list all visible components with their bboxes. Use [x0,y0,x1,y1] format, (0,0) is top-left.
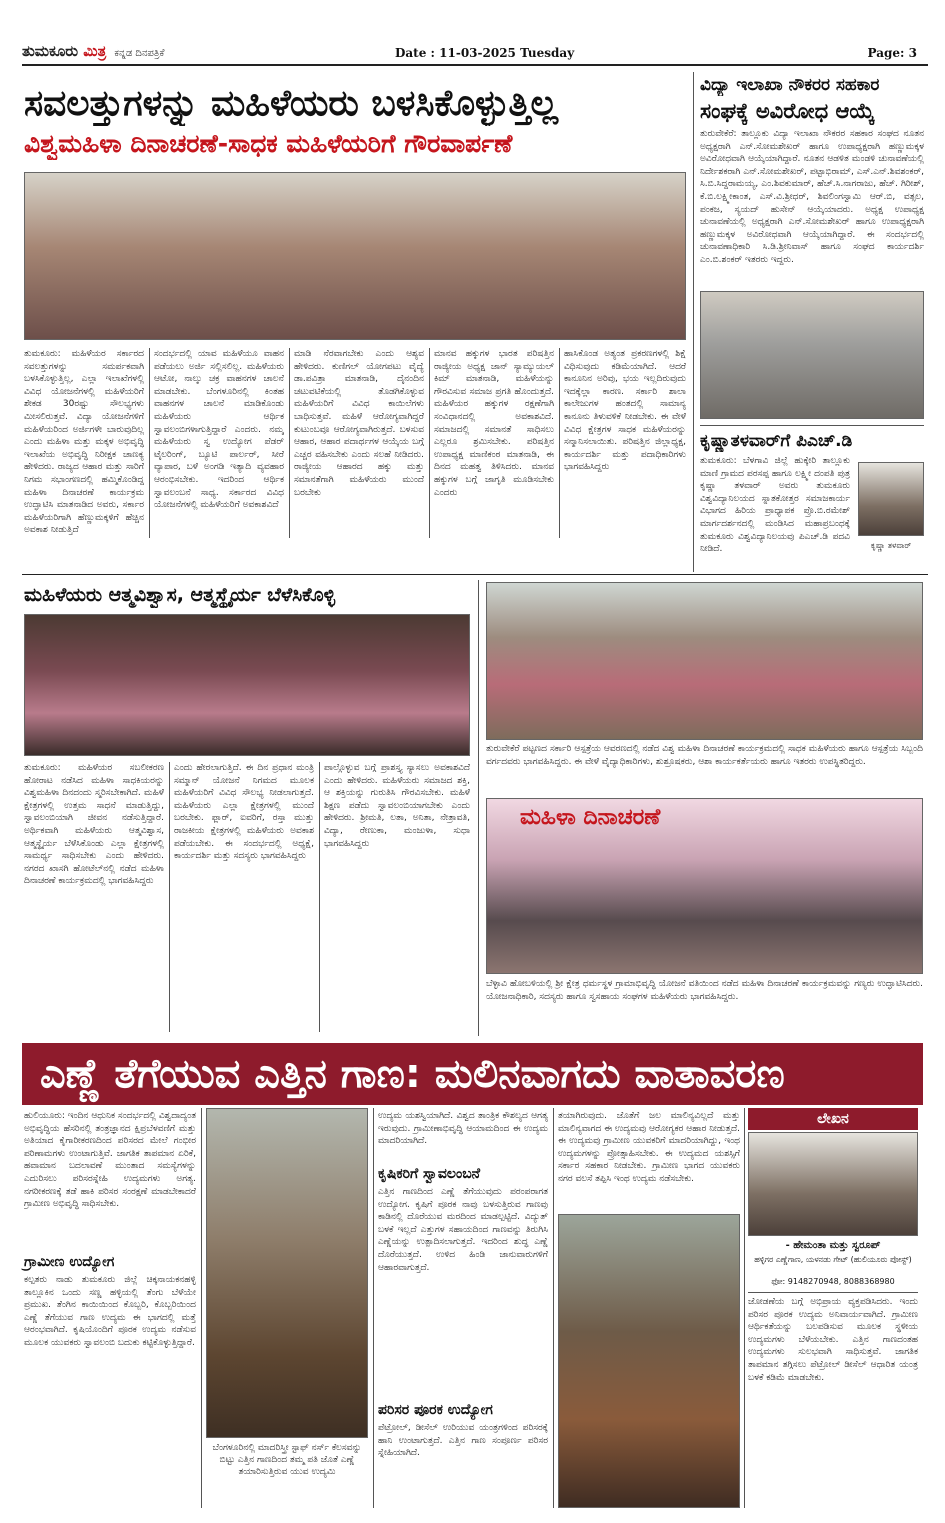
group-photo-caption: ತುರುವೇಕೆರೆ ಪಟ್ಟಣದ ಸರ್ಕಾರಿ ಆಸ್ಪತ್ರೆಯ ಆವರಣದಲ್ಲಿ ನಡೆದ ವಿಶ್ವ ಮಹಿಳಾ ದಿನಾಚರಣೆ ಕಾರ್ಯಕ್ರಮದಲ್ಲಿ ಸಾಧಕ ಮಹಿಳೆಯರು ಹಾಗೂ ಆಸ್ಪತ್ರೆಯ ಸಿಬ್ಬಂದಿ ವರ್ಗದವರು ಭಾಗವಹಿಸಿದ್ದರು. ಈ ವೇಳೆ ವೈದ್ಯಾಧಿಕಾರಿಗಳು, ಶುಶ್ರೂಷಕರು, ಆಶಾ ಕಾರ್ಯಕರ್ತೆಯರು ಹಾಗೂ ಇತರರು ಉಪಸ್ಥಿತರಿದ್ದರು. [486,744,923,767]
lead-column-4: ಮಾನವ ಹಕ್ಕುಗಳ ಭಾರತ ಪರಿಷತ್ತಿನ ರಾಜ್ಯೀಯ ಅಧ್ಯಕ್ಷ ಜಾನ್ ಸ್ಯಾಮ್ಯುಯಲ್ ಕಿಮ್ ಮಾತನಾಡಿ, ಮಹಿಳೆಯನ್ನು ಗೌರವಿಸುವ ಸಮಾಜ ಪ್ರಗತಿ ಹೊಂದುತ್ತದೆ. ಮಹಿಳೆಯರ ಹಕ್ಕುಗಳ ರಕ್ಷಣೆಗಾಗಿ ಸಂವಿಧಾನದಲ್ಲಿ ಅವಕಾಶವಿದೆ. ಸಮಾಜದಲ್ಲಿ ಸಮಾನತೆ ಸಾಧಿಸಲು ಎಲ್ಲರೂ ಶ್ರಮಿಸಬೇಕು. ಪರಿಷತ್ತಿನ ಉಪಾಧ್ಯಕ್ಷ ಮಾಣಿಕಂಠ ಮಾತನಾಡಿ, ಈ ದಿನದ ಮಹತ್ವ ತಿಳಿಸಿದರು. ಮಾನವ ಹಕ್ಕುಗಳ ಬಗ್ಗೆ ಜಾಗೃತಿ ಮೂಡಿಸಬೇಕು ಎಂದರು [434,349,554,498]
ganna-subhead-1: ಗ್ರಾಮೀಣ ಉದ್ಯೋಗ [24,1254,115,1270]
group-photo [486,582,923,740]
lead-column-1: ತುಮಕೂರು: ಮಹಿಳೆಯರ ಸರ್ಕಾರದ ಸವಲತ್ತುಗಳನ್ನು ಸಮರ್ಪಕವಾಗಿ ಬಳಸಿಕೊಳ್ಳುತ್ತಿಲ್ಲ, ಎಲ್ಲಾ ಇಲಾಖೆಗಳಲ್ಲಿ ವಿವಿಧ ಯೋಜನೆಗಳಲ್ಲಿ ಮಹಿಳೆಯರಿಗೆ ಶೇಕಡ 30ರಷ್ಟು ಸೌಲಭ್ಯಗಳು ಮೀಸಲಿರುತ್ತವೆ. ವಿದ್ಯಾ ಯೋಜನೆಗಳಿಗೆ ಮಹಿಳೆಯರಿಂದ ಅರ್ಜಿಗಳೇ ಬಾರುವುದಿಲ್ಲ ಎಂದು ಮಹಿಳಾ ಮತ್ತು ಮಕ್ಕಳ ಅಭಿವೃದ್ಧಿ ಇಲಾಖೆಯ ಅಭಿವೃದ್ಧಿ ನಿರೀಕ್ಷಕ ಚಾಣಕ್ಯ ಹೇಳಿದರು. ರಾಜ್ಯದ ಆಹಾರ ಮತ್ತು ಸಾರಿಗೆ ನಿಗಮ ಸಭಾಂಗಣದಲ್ಲಿ ಹಮ್ಮಿಕೊಂಡಿದ್ದ ಮಹಿಳಾ ದಿನಾಚರಣೆ ಕಾರ್ಯಕ್ರಮ ಉದ್ಘಾಟಿಸಿ ಮಾತನಾಡಿದ ಅವರು, ಸರ್ಕಾರ ಮಹಿಳೆಯರಿಗಾಗಿ ಹೆಣ್ಣುಮಕ್ಕಳಿಗೆ ಹೆಚ್ಚಿನ ಅವಕಾಶ ನೀಡುತ್ತಿದೆ [24,349,144,536]
column-divider [559,348,560,538]
masthead [22,42,164,60]
phd-headline: ಕೃಷ್ಣಾತಳವಾರ್‌ಗೆ ಪಿಎಚ್.ಡಿ [700,431,853,451]
section-divider [478,580,479,1036]
column-divider [289,348,290,538]
masthead-subtitle: ಕನ್ನಡ ದಿನಪತ್ರಿಕೆ [114,48,165,59]
mahila-photo-caption: ಬೆಳ್ಳಾವಿ ಹೋಬಳಿಯಲ್ಲಿ ಶ್ರೀ ಕ್ಷೇತ್ರ ಧರ್ಮಸ್ಥಳ ಗ್ರಾಮಾಭಿವೃದ್ಧಿ ಯೋಜನೆ ವತಿಯಿಂದ ನಡೆದ ಮಹಿಳಾ ದಿನಾಚರಣೆ ಕಾರ್ಯಕ್ರಮವನ್ನು ಗಣ್ಯರು ಉದ್ಘಾಟಿಸಿದರು. ಯೋಜನಾಧಿಕಾರಿ, ಸದಸ್ಯರು ಹಾಗೂ ಸ್ವಸಹಾಯ ಸಂಘಗಳ ಮಹಿಳೆಯರು ಭಾಗವಹಿಸಿದ್ದರು. [486,979,923,1002]
author-address: ಹಳ್ಳಿಗರ ಎಣ್ಣೆಗಾಣ, ಯಳನಡು ಗೇಟ್ (ಹುಲಿಯೂರು ಪೋಸ್ಟ್) [754,1255,912,1264]
ganna-photo-2 [558,1214,740,1508]
confidence-column-2: ಎಂದು ಹೇರಲಾಗುತ್ತಿದೆ. ಈ ದಿನ ಪ್ರಧಾನ ಮಂತ್ರಿ ಸಮ್ಮಾನ್ ಯೋಜನೆ ನಿಗಮದ ಮೂಲಕ ಮಹಿಳೆಯರಿಗೆ ವಿವಿಧ ಸೌಲಭ್ಯ ನೀಡಲಾಗುತ್ತದೆ. ಮಹಿಳೆಯರು ಎಲ್ಲಾ ಕ್ಷೇತ್ರಗಳಲ್ಲಿ ಮುಂದೆ ಬರಬೇಕು. ಫ್ಲಾರ್, ಐವರಿಗೆ, ರಸ್ತಾ ಮುತ್ತು ರಾಜಕೀಯ ಕ್ಷೇತ್ರಗಳಲ್ಲಿ ಮಹಿಳೆಯರು ಅವಕಾಶ ಪಡೆಯಬೇಕು. ಈ ಸಂದರ್ಭದಲ್ಲಿ ಅಧ್ಯಕ್ಷೆ, ಕಾರ್ಯದರ್ಶಿ ಮತ್ತು ಸದಸ್ಯರು ಭಾಗವಹಿಸಿದ್ದರು [174,763,314,862]
column-divider [201,1108,202,1508]
page-number: Page: 3 [867,46,917,60]
lekhana-label: ಲೇಖನ [748,1108,918,1130]
lead-column-2: ಸಂದರ್ಭದಲ್ಲಿ ಯಾವ ಮಹಿಳೆಯೂ ವಾಹನ ಪಡೆಯಲು ಅರ್ಜಿ ಸಲ್ಲಿಸಲಿಲ್ಲ. ಮಹಿಳೆಯರು ಆಟೋ, ನಾಲ್ಕು ಚಕ್ರ ವಾಹನಗಳ ಚಾಲನೆ ಮಾಡಬೇಕು. ಬೆಂಗಳೂರಿನಲ್ಲಿ ಕಿಂತಹ ವಾಹನಗಳ ಚಾಲನೆ ಮಾಡಿಕೊಂಡು ಮಹಿಳೆಯರು ಆರ್ಥಿಕ ಸ್ವಾವಲಂಬಿಗಳಾಗುತ್ತಿದ್ದಾರೆ ಎಂದರು. ನಮ್ಮ ಮಹಿಳೆಯರು ಸ್ವ ಉದ್ಯೋಗ ಪೆಡರ್ ಟೈಲರಿಂಗ್, ಬ್ಯೂಟಿ ಪಾರ್ಲರ್, ಸೀರೆ ವ್ಯಾಪಾರ, ಬಳೆ ಅಂಗಡಿ ಇತ್ಯಾದಿ ವ್ಯವಹಾರ ಆರಂಭಿಸಬೇಕು. ಇದರಿಂದ ಆರ್ಥಿಕ ಸ್ವಾವಲಂಬನೆ ಸಾಧ್ಯ. ಸರ್ಕಾರದ ವಿವಿಧ ಯೋಜನೆಗಳಲ್ಲಿ ಮಹಿಳೆಯರಿಗೆ ಅವಕಾಶವಿದೆ [154,349,284,511]
mahila-banner-text: ಮಹಿಳಾ ದಿನಾಚರಣೆ [520,805,661,830]
column-divider [319,762,320,1032]
section-rule [22,574,928,575]
ganna-photo-caption: ಬೆಂಗಳೂರಿನಲ್ಲಿ ಮಾದರಿಸ್ತ್ರೀ ಸ್ಟಾಫ್ ನರ್ಸ್ ಕೆಲಸವನ್ನು ಬಿಟ್ಟು ಎತ್ತಿನ ಗಾಣದಿಂದ ತಮ್ಮ ಪತಿ ಜೊತೆ ಎಣ್ಣೆ ತಯಾರಿಸುತ್ತಿರುವ ಯುವ ಉದ್ಯಮಿ [212,1443,362,1477]
right-top-photo [700,291,924,419]
ganna-column-1: ಹುಲಿಯೂರು: ಇಂದಿನ ಆಧುನಿಕ ಸಂದರ್ಭದಲ್ಲಿ ವಿಶ್ವದಾದ್ಯಂತ ಅಭಿವೃದ್ಧಿಯ ಹೆಸರಿನಲ್ಲಿ ತಂತ್ರಜ್ಞಾನದ ಕ್ಷಿಪ್ರಬೆಳವಣಿಗೆ ಮತ್ತು ಅತಿಯಾದ ಕೈಗಾರೀಕರಣದಿಂದ ಪರಿಸರದ ಮೇಲೆ ಗಂಭೀರ ಪರಿಣಾಮಗಳು ಉಂಟಾಗುತ್ತಿವೆ. ಜಾಗತಿಕ ತಾಪಮಾನ ಏರಿಕೆ, ಹವಾಮಾನ ಬದಲಾವಣೆ ಮುಂತಾದ ಸಮಸ್ಯೆಗಳನ್ನು ಎದುರಿಸಲು ಪರಿಸರಸ್ನೇಹಿ ಉದ್ಯಮಗಳು ಅಗತ್ಯ. ನಗರೀಕರಣಕ್ಕೆ ತಡೆ ಹಾಕಿ ಪರಿಸರ ಸಂರಕ್ಷಣೆ ಮಾಡಬೇಕಾದರೆ ಗ್ರಾಮೀಣ ಅಭಿವೃದ್ಧಿ ಸಾಧಿಸಬೇಕು. [24,1111,196,1210]
right-top-headline-1: ವಿದ್ಯಾ ಇಲಾಖಾ ನೌಕರರ ಸಹಕಾರ [700,75,880,95]
ganna-subhead-2: ಕೃಷಿಕರಿಗೆ ಸ್ವಾವಲಂಬನೆ [378,1166,481,1182]
ganna-column-2b: ಎತ್ತಿನ ಗಾಣದಿಂದ ಎಣ್ಣೆ ತೆಗೆಯುವುದು ಪರಂಪರಾಗತ ಉದ್ಯೋಗ. ಕೃಷಿಗೆ ಪೂರಕ ನಾವು ಬಳಸುತ್ತಿರುವ ಗಾಣವು ಕಾಡಿನಲ್ಲಿ ದೊರೆಯುವ ಮರದಿಂದ ಮಾಡಲ್ಪಟ್ಟಿದೆ. ವಿದ್ಯುತ್ ಬಳಕೆ ಇಲ್ಲದೆ ಎತ್ತುಗಳ ಸಹಾಯದಿಂದ ಗಾಣವನ್ನು ತಿರುಗಿಸಿ ಎಣ್ಣೆಯನ್ನು ಉತ್ಪಾದಿಸಲಾಗುತ್ತದೆ. ಇದರಿಂದ ಶುದ್ಧ ಎಣ್ಣೆ ದೊರೆಯುತ್ತದೆ. ಉಳಿದ ಹಿಂಡಿ ಜಾನುವಾರುಗಳಿಗೆ ಆಹಾರವಾಗುತ್ತದೆ. [378,1187,548,1273]
lead-column-5: ಹಾಸಿಕೊಂಡ ಅತ್ಯಂತ ಪ್ರಕರಣಗಳಲ್ಲಿ ಶಿಕ್ಷೆ ವಿಧಿಸುವುದು ಕಡಿಮೆಯಾಗಿದೆ. ಆದರೆ ಕಾನೂನಿನ ಅರಿವು, ಭಯ ಇಲ್ಲದಿರುವುದು ಇದಕ್ಕೆಲ್ಲಾ ಕಾರಣ. ಸರ್ಕಾರಿ ಶಾಲಾ ಕಾಲೇಜುಗಳ ಹಂತದಲ್ಲಿ ಸಾಮಾನ್ಯ ಕಾನೂನು ತಿಳುವಳಿಕೆ ನೀಡಬೇಕು. ಈ ವೇಳೆ ವಿವಿಧ ಕ್ಷೇತ್ರಗಳ ಸಾಧಕ ಮಹಿಳೆಯರನ್ನು ಸನ್ಮಾನಿಸಲಾಯಿತು. ಪರಿಷತ್ತಿನ ಜಿಲ್ಲಾಧ್ಯಕ್ಷ, ಕಾರ್ಯದರ್ಶಿ ಮತ್ತು ಪದಾಧಿಕಾರಿಗಳು ಭಾಗವಹಿಸಿದ್ದರು [564,349,686,473]
ganna-subhead-3: ಪರಿಸರ ಪೂರಕ ಉದ್ಯೋಗ [378,1402,493,1418]
ganna-column-2c: ಪೆಟ್ರೋಲ್, ಡೀಸೆಲ್ ಉರಿಯುವ ಯಂತ್ರಗಳಿಂದ ಪರಿಸರಕ್ಕೆ ಹಾನಿ ಉಂಟಾಗುತ್ತದೆ. ಎತ್ತಿನ ಗಾಣ ಸಂಪೂರ್ಣ ಪರಿಸರ ಸ್ನೇಹಿಯಾಗಿದೆ. [378,1423,548,1459]
column-divider [744,1108,745,1508]
ganna-photo-1 [206,1108,368,1438]
phd-body: ತುಮಕೂರು: ಬೆಳಗಾವಿ ಜಿಲ್ಲೆ ಹುಕ್ಕೇರಿ ತಾಲ್ಲೂಕು ಮಾಣಿ ಗ್ರಾಮದ ಪರಸಪ್ಪ ಹಾಗೂ ಲಕ್ಷ್ಮೀ ದಂಪತಿ ಪುತ್ರ ಕೃಷ್ಣಾ ತಳವಾರ್ ಅವರು ತುಮಕೂರು ವಿಶ್ವವಿದ್ಯಾನಿಲಯದ ಸ್ನಾತಕೋತ್ತರ ಸಮಾಜಕಾರ್ಯ ವಿಭಾಗದ ಹಿರಿಯ ಪ್ರಾಧ್ಯಾಪಕ ಪ್ರೊ.ಬಿ.ರಮೇಶ್ ಮಾರ್ಗದರ್ಶನದಲ್ಲಿ ಮಂಡಿಸಿದ ಮಹಾಪ್ರಬಂಧಕ್ಕೆ ತುಮಕೂರು ವಿಶ್ವವಿದ್ಯಾನಿಲಯವು ಪಿಎಚ್.ಡಿ ಪದವಿ ನೀಡಿದೆ. [700,456,850,555]
confidence-headline: ಮಹಿಳೆಯರು ಆತ್ಮವಿಶ್ವಾಸ, ಆತ್ಮಸ್ಥೈರ್ಯ ಬೆಳೆಸಿಕೊಳ್ಳಿ [24,584,336,606]
header-rule [22,64,928,66]
column-divider [149,348,150,538]
phd-portrait-caption: ಕೃಷ್ಣಾ ತಳವಾರ್ [870,541,912,550]
section-divider [693,72,694,572]
ganna-column-1b: ಕಲ್ಪತರು ನಾಡು ತುಮಕೂರು ಜಿಲ್ಲೆ ಚಿಕ್ಕನಾಯಕನಹಳ್ಳಿ ತಾಲ್ಲೂಕಿನ ಒಂದು ಸಣ್ಣ ಹಳ್ಳಿಯಲ್ಲಿ ತೆಂಗು ಬೆಳೆಯೇ ಪ್ರಮುಖ. ತೆಂಗಿನ ಕಾಯಿಯಿಂದ ಕೊಬ್ಬರಿ, ಕೊಬ್ಬರಿಯಿಂದ ಎಣ್ಣೆ ತೆಗೆಯುವ ಗಾಣ ಉದ್ಯಮ ಈ ಭಾಗದಲ್ಲಿ ಮತ್ತೆ ಆರಂಭವಾಗಿದೆ. ಕೃಷಿಯೊಂದಿಗೆ ಪೂರಕ ಉದ್ಯಮ ನಡೆಸುವ ಮೂಲಕ ಯುವಕರು ಸ್ವಾವಲಂಬಿ ಬದುಕು ಕಟ್ಟಿಕೊಳ್ಳುತ್ತಿದ್ದಾರೆ. [24,1275,196,1348]
right-top-body: ತುರುವೇಕೆರೆ: ತಾಲ್ಲೂಕು ವಿದ್ಯಾ ಇಲಾಖಾ ನೌಕರರ ಸಹಕಾರ ಸಂಘದ ನೂತನ ಅಧ್ಯಕ್ಷರಾಗಿ ಎನ್.ಸೋಮಶೇಖರ್ ಹಾಗೂ ಉಪಾಧ್ಯಕ್ಷರಾಗಿ ಹಣ್ಣುಮಕ್ಕಳ ಅವಿರೋಧವಾಗಿ ಆಯ್ಕೆಯಾಗಿದ್ದಾರೆ. ನೂತನ ಆಡಳಿತ ಮಂಡಳಿ ಚುನಾವಣೆಯಲ್ಲಿ ನಿರ್ದೇಶಕರಾಗಿ ಎನ್.ಸೋಮಶೇಖರ್, ಪಟ್ಟಾಭಿರಾಮ್, ಎಸ್.ಎನ್.ಶಿವಶಂಕರ್, ಸಿ.ಬಿ.ಸಿದ್ದರಾಮಯ್ಯ, ಎಂ.ಶಿವಕುಮಾರ್, ಹೆಚ್.ಸಿ.ನಾಗರಾಜು, ಹೆಚ್. ಗಿರೀಶ್, ಕೆ.ಬಿ.ಲಕ್ಷ್ಮೀಕಾಂತ, ಎಸ್.ವಿ.ಶ್ರೀಧರ್, ಶಿವಲಿಂಗಸ್ವಾಮಿ ಆರ್.ಬಿ, ವತ್ಸಲ, ಪಂಕಜ, ಸ್ಯಯದ್ ಹುಸೇನ್ ಆಯ್ಕೆಯಾದರು. ಅಧ್ಯಕ್ಷ ಉಪಾಧ್ಯಕ್ಷ ಚುನಾವಣೆಯಲ್ಲಿ ಅಧ್ಯಕ್ಷರಾಗಿ ಎನ್.ಸೋಮಶೇಖರ್ ಹಾಗೂ ಉಪಾಧ್ಯಕ್ಷರಾಗಿ ಹಣ್ಣುಮಕ್ಕಳ ಅವಿರೋಧವಾಗಿ ಆಯ್ಕೆಯಾಗಿದ್ದಾರೆ. ಈ ಸಂದರ್ಭದಲ್ಲಿ ಚುನಾವಣಾಧಿಕಾರಿ ಸಿ.ಡಿ.ಶ್ರೀನಿವಾಸ್ ಹಾಗೂ ಸಂಘದ ಕಾರ್ಯದರ್ಶಿ ಎಂ.ಬಿ.ಶಂಕರ್ ಇತರರು ಇದ್ದರು. [700,129,924,265]
column-divider [169,762,170,1032]
lead-subheadline: ವಿಶ್ವಮಹಿಳಾ ದಿನಾಚರಣೆ-ಸಾಧಕ ಮಹಿಳೆಯರಿಗೆ ಗೌರವಾರ್ಪಣೆ [24,129,513,158]
author-photo [748,1132,918,1236]
column-divider [373,1108,374,1508]
confidence-column-3: ಪಾಲ್ಗೊಳ್ಳುವ ಬಗ್ಗೆ ಪ್ರಾಶಸ್ತ್ಯ ಸ್ಯಾಸಲು ಅವಕಾಶವಿದೆ ಎಂದು ಹೇಳಿದರು. ಮಹಿಳೆಯರು ಸಮಾಜದ ಶಕ್ತಿ, ಆ ಶಕ್ತಿಯನ್ನು ಗುರುತಿಸಿ ಗೌರವಿಸಬೇಕು. ಮಹಿಳೆ ಶಿಕ್ಷಣ ಪಡೆದು ಸ್ವಾವಲಂಬಿಯಾಗಬೇಕು ಎಂದು ಹೇಳಿದರು. ಶ್ರೀಮತಿ, ಲತಾ, ಅನಿತಾ, ನೇತ್ರಾವತಿ, ವಿದ್ಯಾ, ರೇಣುಕಾ, ಮಂಜುಳಾ, ಸುಧಾ ಭಾಗವಹಿಸಿದ್ದರು [324,763,470,849]
author-phone: ಫೋ: 9148270948, 8088368980 [771,1277,895,1286]
lead-headline: ಸವಲತ್ತುಗಳನ್ನು ಮಹಿಳೆಯರು ಬಳಸಿಕೊಳ್ಳುತ್ತಿಲ್ಲ [24,83,559,124]
masthead-title-red: ಮಿತ್ರ [83,42,107,60]
column-divider [429,348,430,538]
ganna-column-2: ಉದ್ಯಮ ಯಶಸ್ವಿಯಾಗಿದೆ. ವಿಶ್ವದ ತಾಂತ್ರಿಕ ಕೌಶಲ್ಯದ ಆಗತ್ಯ ಇರುವುದು. ಗ್ರಾಮೀಣಾಭಿವೃದ್ಧಿ ಆಯಾಮದಿಂದ ಈ ಉದ್ಯಮ ಮಾದರಿಯಾಗಿದೆ. [378,1111,548,1147]
lead-photo [24,172,686,340]
confidence-photo [24,614,470,756]
ganna-column-4: ಜೋಡಣೆಯ ಬಗ್ಗೆ ಅಭಿಪ್ರಾಯ ವ್ಯಕ್ತಪಡಿಸಿದರು. ಇಂದು ಪರಿಸರ ಪೂರಕ ಉದ್ಯಮ ಅನಿವಾರ್ಯವಾಗಿದೆ. ಗ್ರಾಮೀಣ ಆರ್ಥಿಕತೆಯನ್ನು ಬಲಪಡಿಸುವ ಮೂಲಕ ಸ್ಥಳೀಯ ಉದ್ಯಮಗಳು ಬೆಳೆಯಬೇಕು. ಎತ್ತಿನ ಗಾಣದಂತಹ ಉದ್ಯಮಗಳು ಸುಲಭವಾಗಿ ಸಾಧಿಸುತ್ತವೆ. ಜಾಗತಿಕ ತಾಪಮಾನ ತಗ್ಗಿಸಲು ಪೆಟ್ರೋಲ್ ಡೀಸೆಲ್ ಆಧಾರಿತ ಯಂತ್ರ ಬಳಕೆ ಕಡಿಮೆ ಮಾಡಬೇಕು. [748,1297,918,1383]
right-top-headline-2: ಸಂಘಕ್ಕೆ ಅವಿರೋಧ ಆಯ್ಕೆ [700,99,875,123]
section-rule [700,425,924,426]
column-divider [553,1108,554,1508]
confidence-column-1: ತುಮಕೂರು: ಮಹಿಳೆಯರ ಸಬಲೀಕರಣ ಹೋರಾಟ ನಡೆಸಿದ ಮಹಿಳಾ ಸಾಧಕಿಯರನ್ನು ವಿಶ್ವಮಹಿಳಾ ದಿನದಂದು ಸ್ಮರಿಸಬೇಕಾಗಿದೆ. ಮಹಿಳೆ ಕ್ಷೇತ್ರಗಳಲ್ಲಿ ಉತ್ತಮ ಸಾಧನೆ ಮಾಡುತ್ತಿದ್ದು, ಸ್ವಾವಲಂಬಿಯಾಗಿ ಜೀವನ ನಡೆಸುತ್ತಿದ್ದಾರೆ. ಅರ್ಥಿಕವಾಗಿ ಮಹಿಳೆಯರು ಆತ್ಮವಿಶ್ವಾಸ, ಆತ್ಮಸ್ಥೈರ್ಯ ಬೆಳೆಸಿಕೊಂಡು ಎಲ್ಲಾ ಕ್ಷೇತ್ರಗಳಲ್ಲಿ ಸಾಮರ್ಥ್ಯ ಸಾಧಿಸಬೇಕು ಎಂದು ಹೇಳಿದರು. ನಗರದ ಖಾಸಗಿ ಹೋಟೆಲ್‌ನಲ್ಲಿ ನಡೆದ ಮಹಿಳಾ ದಿನಾಚರಣೆ ಕಾರ್ಯಕ್ರಮದಲ್ಲಿ ಭಾಗವಹಿಸಿದ್ದರು [24,763,164,887]
dateline: Date : 11-03-2025 Tuesday [395,46,575,60]
ganna-column-3: ತಯಾಗಿರುವುದು. ಜೊತೆಗೆ ಜಲ ಮಾಲಿನ್ಯವಿಲ್ಲದೆ ಮತ್ತು ಮಾಲಿನ್ಯವಾಗದ ಈ ಉದ್ಯಮವು ಆರೋಗ್ಯಕರ ಆಹಾರ ನೀಡುತ್ತದೆ. ಈ ಉದ್ಯಮವು ಗ್ರಾಮೀಣ ಯುವಕರಿಗೆ ಮಾದರಿಯಾಗಿದ್ದು, ಇಂಥ ಉದ್ಯಮಗಳನ್ನು ಪ್ರೋತ್ಸಾಹಿಸಬೇಕು. ಈ ಉದ್ಯಮದ ಯಶಸ್ಸಿಗೆ ಸರ್ಕಾರ ಸಹಕಾರ ನೀಡಬೇಕು. ಗ್ರಾಮೀಣ ಭಾಗದ ಯುವಕರು ನಗರ ವಲಸೆ ತಪ್ಪಿಸಿ ಇಂಥ ಉದ್ಯಮ ನಡೆಸಬೇಕು. [558,1111,740,1184]
section-rule [748,1292,918,1293]
author-name: - ಹೇಮಂತಾ ಮತ್ತು ಸ್ವರೂಪ್ [785,1240,881,1251]
masthead-title: ತುಮಕೂರು [22,42,79,60]
phd-portrait [858,462,924,536]
ganna-headline-band: ಎಣ್ಣೆ ತೆಗೆಯುವ ಎತ್ತಿನ ಗಾಣ: ಮಲಿನವಾಗದು ವಾತಾವರಣ [22,1043,923,1105]
lead-column-3: ಮಾಡಿ ನೆರವಾಗಬೇಕು ಎಂದು ಆಶ್ಯವ ಹೇಳಿದರು. ಕುಣಿಗಲ್ ಯೋಗಪಟು ವೈದ್ಯೆ ಡಾ.ಪವಿತ್ರಾ ಮಾತನಾಡಿ, ದೈನಂದಿನ ಚಟುವಟಿಕೆಯಲ್ಲಿ ತೊಡಗಿಕೊಳ್ಳುವ ಮಹಿಳೆಯರಿಗೆ ವಿವಿಧ ಕಾಯಿಲೆಗಳು ಬಾಧಿಸುತ್ತವೆ. ಮಹಿಳೆ ಆರೋಗ್ಯವಾಗಿದ್ದರೆ ಕುಟುಂಬವೂ ಆರೋಗ್ಯವಾಗಿರುತ್ತದೆ. ಬಳಸುವ ಆಹಾರ, ಆಹಾರ ಪದಾರ್ಥಗಳ ಆಯ್ಕೆಯ ಬಗ್ಗೆ ಎಚ್ಚರ ವಹಿಸಬೇಕು ಎಂದು ಸಲಹೆ ನೀಡಿದರು. ರಾಜ್ಯೀಯ ಆಹಾರದ ಹಕ್ಕು ಮತ್ತು ಸಮಾನತೆಗಾಗಿ ಮಹಿಳೆಯರು ಮುಂದೆ ಬರಬೇಕು [294,349,424,498]
